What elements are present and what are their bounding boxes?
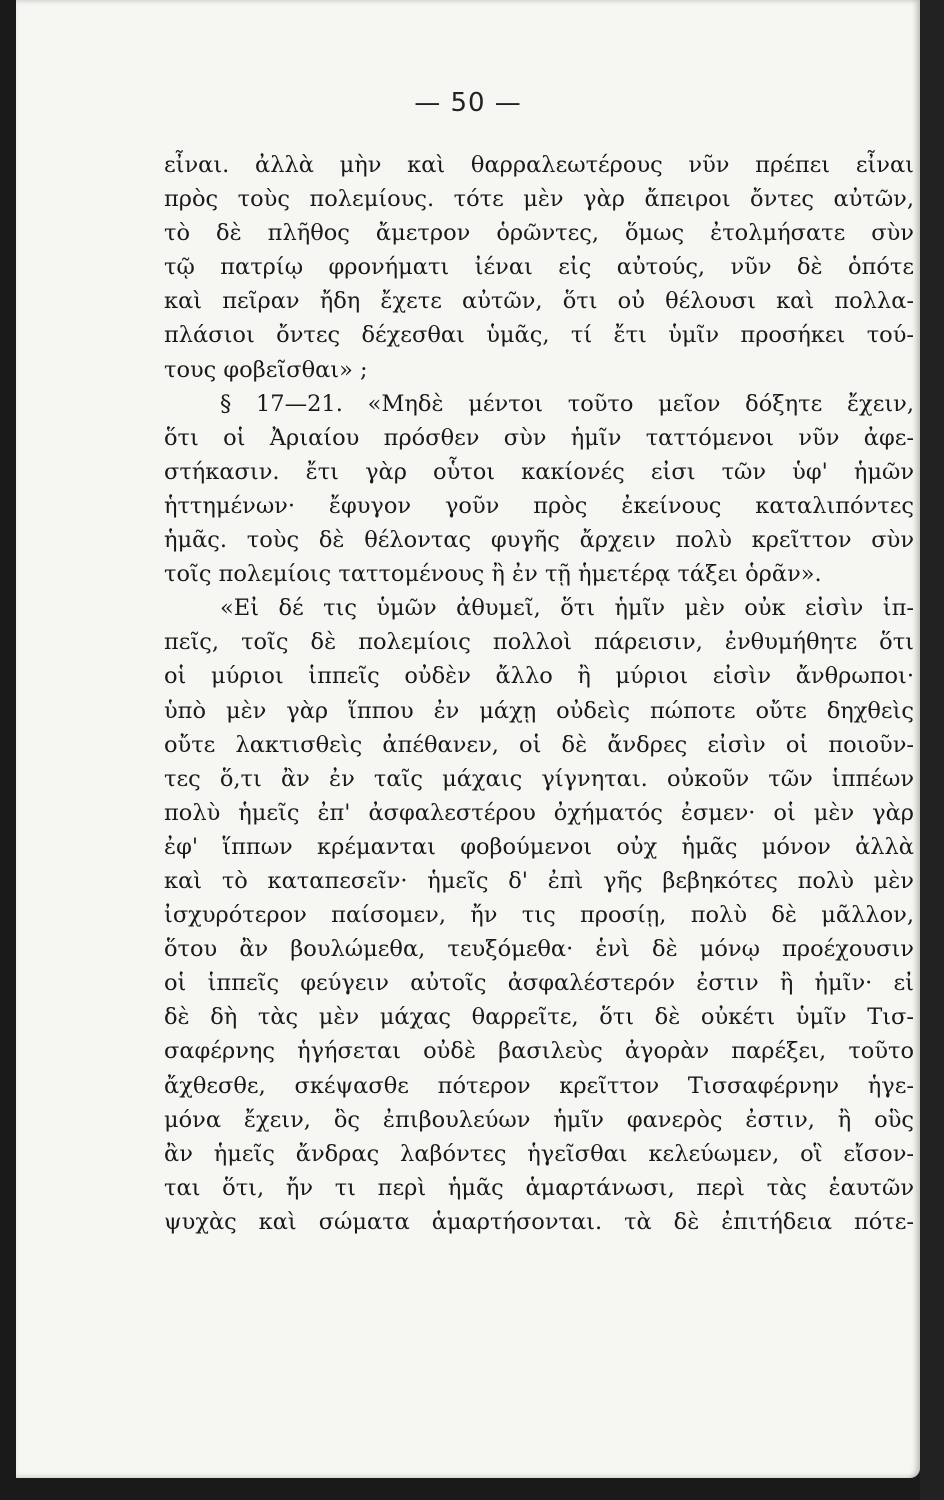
text-line: οἱ ἱππεῖς φεύγειν αὐτοῖς ἀσφαλέστερόν ἐστιν ἢ ἡμῖν· εἰ (164, 970, 914, 997)
text-line: καὶ τὸ καταπεσεῖν· ἡμεῖς δ' ἐπὶ γῆς βεβηκότες πολὺ μὲν (164, 867, 914, 894)
text-line: ται ὅτι, ἤν τι περὶ ἡμᾶς ἁμαρτάνωσι, περὶ τὰς ἑαυτῶν (164, 1174, 914, 1201)
text-line: ψυχὰς καὶ σώματα ἁμαρτήσονται. τὰ δὲ ἐπιτήδεια πότε- (164, 1208, 914, 1235)
text-line: δὲ δὴ τὰς μὲν μάχας θαρρεῖτε, ὅτι δὲ οὐκέτι ὑμῖν Τισ- (164, 1004, 914, 1031)
text-line: ἂν ἡμεῖς ἄνδρας λαβόντες ἡγεῖσθαι κελεύωμεν, οἳ εἴσον- (164, 1140, 914, 1167)
text-line: ὑπὸ μὲν γὰρ ἵππου ἐν μάχῃ οὐδεὶς πώποτε οὔτε δηχθεὶς (164, 697, 914, 724)
text-line: στήκασιν. ἔτι γὰρ οὗτοι κακίονές εἰσι τῶν ὑφ' ἡμῶν (164, 458, 914, 485)
text-line: § 17—21. «Μηδὲ μέντοι τοῦτο μεῖον δόξητε ἔχειν, (220, 390, 914, 417)
text-line: «Εἰ δέ τις ὑμῶν ἀθυμεῖ, ὅτι ἡμῖν μὲν οὐκ εἰσὶν ἱπ- (220, 595, 914, 622)
text-line: τοῖς πολεμίοις ταττομένους ἢ ἐν τῇ ἡμετέρᾳ τάξει ὁρᾶν». (164, 561, 822, 588)
text-line: τους φοβεῖσθαι» ; (164, 356, 368, 383)
text-line: ἡττημένων· ἔφυγον γοῦν πρὸς ἐκείνους καταλιπόντες (164, 492, 914, 519)
text-line: ἐφ' ἵππων κρέμανται φοβούμενοι οὐχ ἡμᾶς μόνον ἀλλὰ (164, 833, 914, 860)
text-line: τὸ δὲ πλῆθος ἄμετρον ὁρῶντες, ὅμως ἐτολμήσατε σὺν (164, 220, 914, 247)
text-line: τες ὅ,τι ἂν ἐν ταῖς μάχαις γίγνηται. οὐκοῦν τῶν ἱππέων (164, 765, 914, 792)
text-line: πρὸς τοὺς πολεμίους. τότε μὲν γὰρ ἄπειροι ὄντες αὐτῶν, (164, 186, 914, 213)
book-page (16, 0, 920, 1478)
text-line: σαφέρνης ἡγήσεται οὐδὲ βασιλεὺς ἀγορὰν παρέξει, τοῦτο (164, 1038, 914, 1065)
text-line: ἰσχυρότερον παίσομεν, ἤν τις προσίῃ, πολὺ δὲ μᾶλλον, (164, 902, 914, 929)
text-line: ὅτου ἂν βουλώμεθα, τευξόμεθα· ἑνὶ δὲ μόνῳ προέχουσιν (164, 936, 914, 963)
text-line: μόνα ἔχειν, ὃς ἐπιβουλεύων ἡμῖν φανερὸς ἐστιν, ἢ οὓς (164, 1106, 914, 1133)
text-line: καὶ πεῖραν ἤδη ἔχετε αὐτῶν, ὅτι οὐ θέλουσι καὶ πολλα- (164, 288, 914, 315)
text-line: πολὺ ἡμεῖς ἐπ' ἀσφαλεστέρου ὀχήματός ἐσμεν· οἱ μὲν γὰρ (164, 799, 914, 826)
text-line: τῷ πατρίῳ φρονήματι ἰέναι εἰς αὐτούς, νῦν δὲ ὁπότε (164, 254, 914, 281)
body-text (164, 148, 914, 1239)
text-line: οὔτε λακτισθεὶς ἀπέθανεν, οἱ δὲ ἄνδρες εἰσὶν οἱ ποιοῦν- (164, 731, 914, 758)
text-line: ἡμᾶς. τοὺς δὲ θέλοντας φυγῆς ἄρχειν πολὺ κρεῖττον σὺν (164, 527, 914, 554)
text-line: εἶναι. ἀλλὰ μὴν καὶ θαρραλεωτέρους νῦν πρέπει εἶναι (164, 152, 914, 178)
page-number: — 50 — (414, 88, 522, 118)
text-line: οἱ μύριοι ἱππεῖς οὐδὲν ἄλλο ἢ μύριοι εἰσὶν ἄνθρωποι· (164, 663, 914, 690)
text-line: πεῖς, τοῖς δὲ πολεμίοις πολλοὶ πάρεισιν, ἐνθυμήθητε ὅτι (164, 629, 914, 656)
text-line: πλάσιοι ὄντες δέχεσθαι ὑμᾶς, τί ἔτι ὑμῖν προσήκει τού- (164, 322, 914, 349)
page-edge-shadow (920, 0, 944, 1500)
text-line: ἄχθεσθε, σκέψασθε πότερον κρεῖττον Τισσαφέρνην ἡγε- (164, 1072, 914, 1099)
text-line: ὅτι οἱ Ἀριαίου πρόσθεν σὺν ἡμῖν ταττόμενοι νῦν ἀφε- (164, 424, 914, 451)
